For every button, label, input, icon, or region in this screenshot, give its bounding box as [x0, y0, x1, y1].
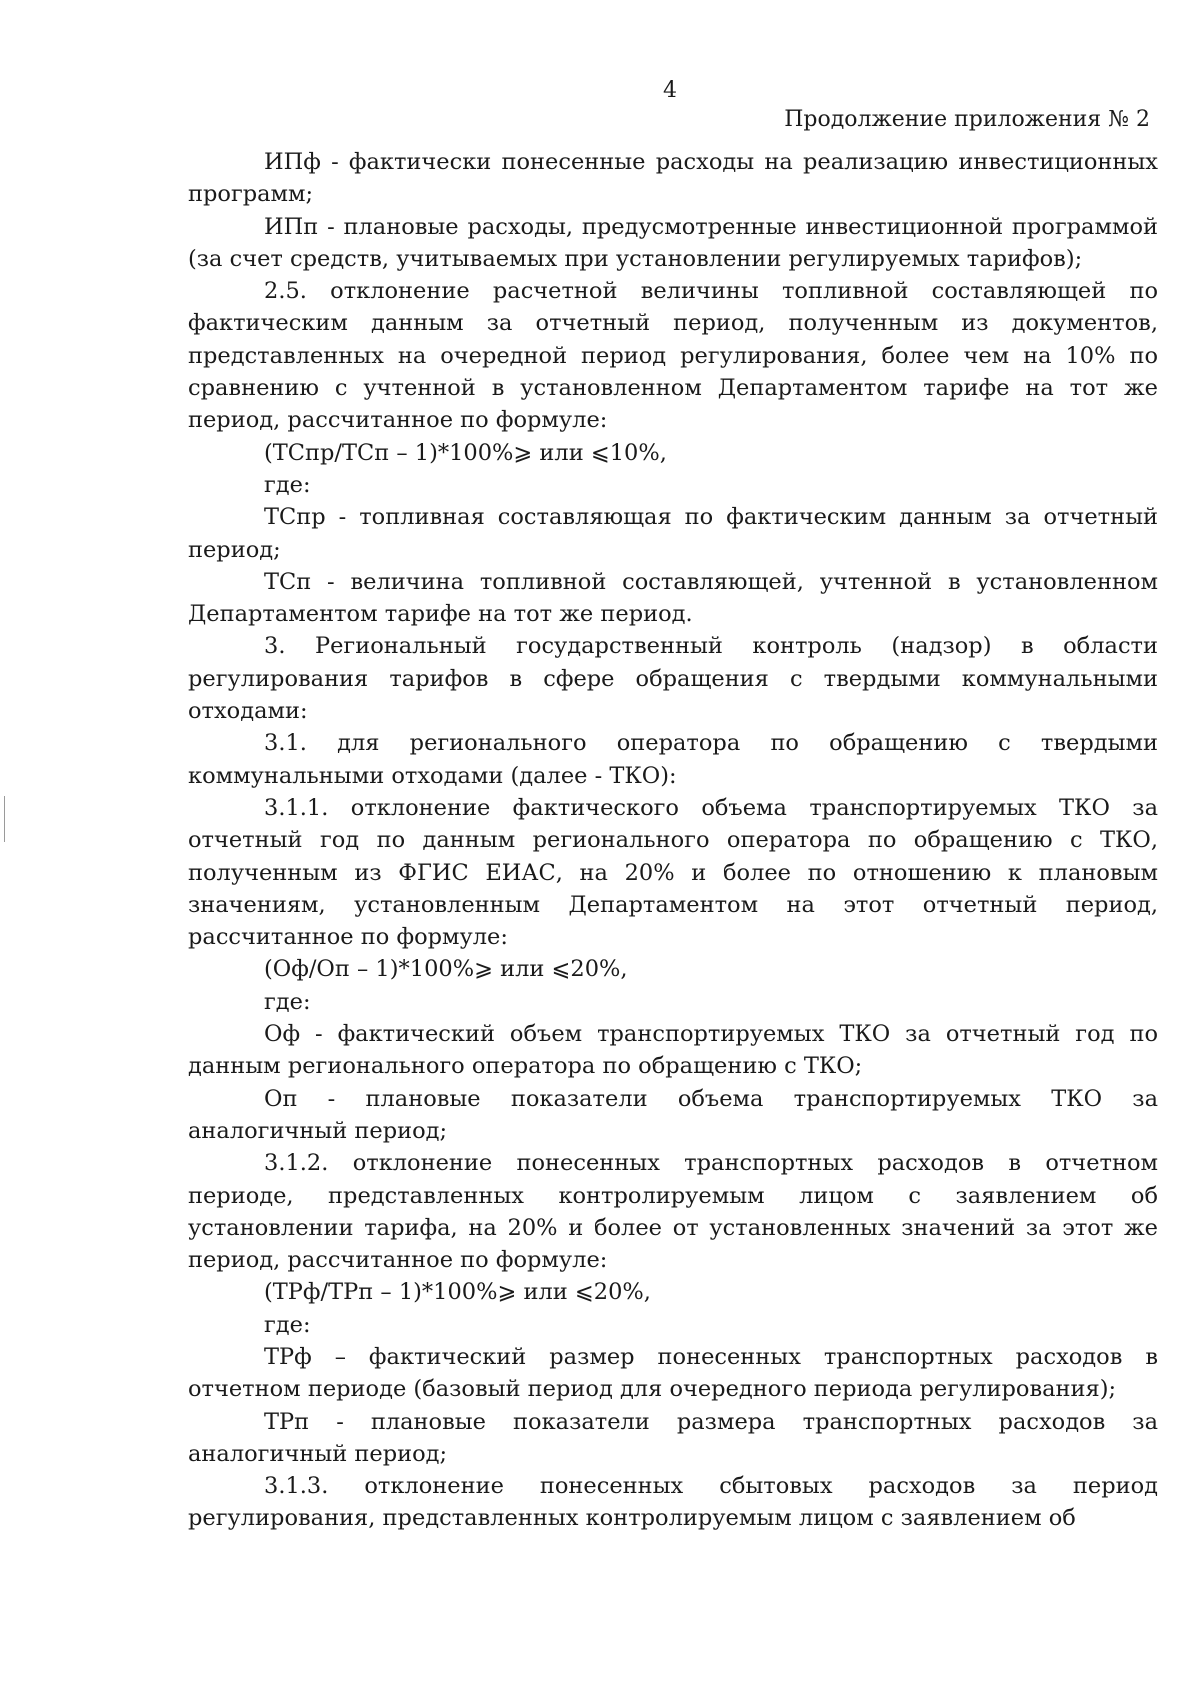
formula-fuel-component: (ТСпр/ТСп – 1)*100%⩾ или ⩽10%,: [264, 439, 667, 466]
page-number: 4: [663, 78, 677, 103]
where-label: где:: [264, 471, 311, 498]
paragraph-ipf-definition: ИПф - фактически понесенные расходы на реализацию инвестиционных программ;: [188, 149, 1158, 208]
paragraph-tspr-definition: ТСпр - топливная составляющая по фактическим данным за отчетный период;: [188, 504, 1158, 563]
paragraph-of-definition: Оф - фактический объем транспортируемых ТКО за отчетный год по данным регионального оператора по обращению с ТКО;: [188, 1021, 1158, 1080]
document-body: [188, 146, 1158, 1535]
paragraph-trp-definition: ТРп - плановые показатели размера транспортных расходов за аналогичный период;: [188, 1408, 1158, 1467]
paragraph-ipp-definition: ИПп - плановые расходы, предусмотренные инвестиционной программой (за счет средств, учитываемых при установлении регулируемых тарифов);: [188, 213, 1158, 272]
paragraph-3-1-2: 3.1.2. отклонение понесенных транспортных расходов в отчетном периоде, представленных контролируемым лицом с заявлением об установлении тарифа, на 20% и более от установленных значений за этот же период, рассчитанное по формуле:: [188, 1150, 1158, 1274]
where-label: где:: [264, 1311, 311, 1338]
appendix-continuation-label: Продолжение приложения № 2: [784, 107, 1150, 132]
paragraph-3-1-1: 3.1.1. отклонение фактического объема транспортируемых ТКО за отчетный год по данным регионального оператора по обращению с ТКО, полученным из ФГИС ЕИАС, на 20% и более по отношению к плановым значениям, установленным Департаментом на этот отчетный период, рассчитанное по формуле:: [188, 794, 1158, 951]
paragraph-3-1-3: 3.1.3. отклонение понесенных сбытовых расходов за период регулирования, представленных контролируемым лицом с заявлением об: [188, 1473, 1158, 1532]
paragraph-2-5: 2.5. отклонение расчетной величины топливной составляющей по фактическим данным за отчетный период, полученным из документов, представленных на очередной период регулирования, более чем на 10% по сравнению с учтенной в установленном Департаментом тарифе на тот же период, рассчитанное по формуле:: [188, 278, 1158, 434]
formula-transport-costs: (ТРф/ТРп – 1)*100%⩾ или ⩽20%,: [264, 1279, 651, 1306]
paragraph-trf-definition: ТРф – фактический размер понесенных транспортных расходов в отчетном периоде (базовый период для очередного периода регулирования);: [188, 1343, 1158, 1403]
paragraph-op-definition: Оп - плановые показатели объема транспортируемых ТКО за аналогичный период;: [188, 1085, 1158, 1144]
formula-waste-volume: (Оф/Оп – 1)*100%⩾ или ⩽20%,: [264, 956, 628, 983]
where-label: где:: [264, 988, 311, 1015]
paragraph-3-1: 3.1. для регионального оператора по обращению с твердыми коммунальными отходами (далее - ТКО):: [188, 730, 1158, 789]
paragraph-3: 3. Региональный государственный контроль (надзор) в области регулирования тарифов в сфере обращения с твердыми коммунальными отходами:: [188, 633, 1158, 725]
paragraph-tsp-definition: ТСп - величина топливной составляющей, учтенной в установленном Департаментом тарифе на тот же период.: [188, 568, 1158, 628]
scan-edge-mark: [4, 796, 5, 842]
